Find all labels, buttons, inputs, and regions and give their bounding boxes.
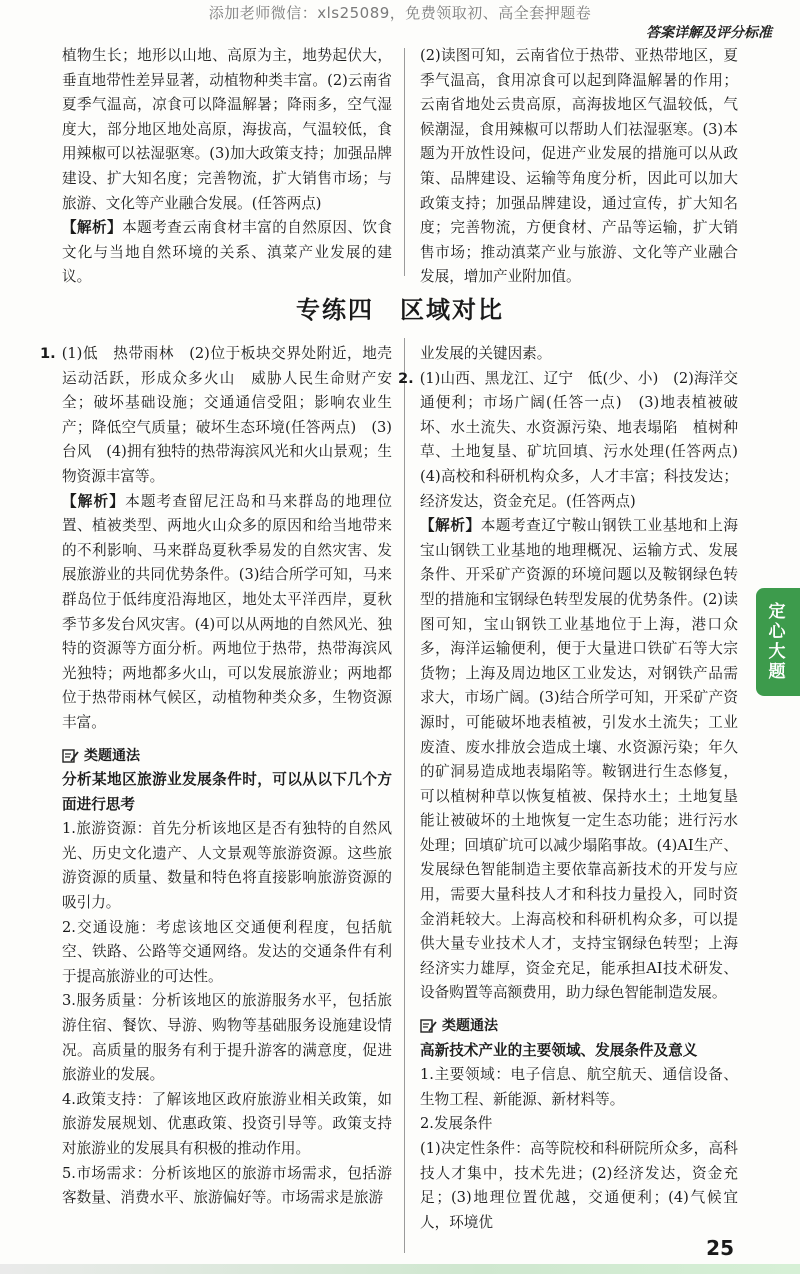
- q1-analysis: [62, 490, 392, 736]
- watermark: 添加老师微信：xls25089，免费领取初、高全套押题卷: [208, 4, 592, 22]
- top-right-analysis: (2)读图可知，云南省位于热带、亚热带地区，夏季气温高，食用凉食可以起到降温解暑的作用；云南省地处云贵高原，高海拔地区气温较低，气候潮湿，食用辣椒可以帮助人们祛湿驱寒。(3)本题为开放性设问，促进产业发展的措施可以从政策、品牌建设、运输等角度分析，因此可以加大政策支持；加强品牌建设，通过宣传，扩大知名度；完善物流，方便食材、产品等运输，扩大销售市场；推动滇菜产业与旅游、文化等产业融合发展，增加产业附加值。: [420, 47, 738, 286]
- section-title: [0, 290, 800, 325]
- method-item: (1)决定性条件：高等院校和科研院所众多，高科技人才集中，技术先进；(2)经济发达，资金充足；(3)地理位置优越，交通便利；(4)气候宜人，环境优: [420, 1140, 738, 1231]
- method-subtitle: 高新技术产业的主要领域、发展条件及意义: [420, 1041, 698, 1059]
- bottom-bar: [0, 1264, 800, 1274]
- section-number: 专练四: [296, 296, 374, 324]
- side-tab-char: 心: [768, 622, 788, 642]
- analysis-label: 【解析】: [62, 492, 126, 510]
- column-divider: [404, 338, 405, 1253]
- q2-number: 2.: [398, 369, 414, 387]
- top-left-column: [62, 44, 392, 290]
- question-2-column: [398, 342, 753, 1235]
- page-number: 25: [706, 1236, 734, 1260]
- side-tab-char: 题: [768, 662, 788, 682]
- analysis-text: 本题考查云南食材丰富的自然原因、饮食文化与当地自然环境的关系、滇菜产业发展的建议。: [62, 219, 392, 286]
- q1-answer: [40, 342, 392, 490]
- method-heading: [62, 744, 392, 769]
- top-left-analysis: [62, 216, 392, 290]
- method-subtitle: 分析某地区旅游业发展条件时，可以从以下几个方面进行思考: [62, 771, 392, 813]
- q2-answer-text: (1)山西、黑龙江、辽宁 低(少、小) (2)海洋交通便利；市场广阔(任答一点) (3)地表植被破坏、水土流失、水资源污染、地表塌陷 植树种草、土地复垦、矿坑回填、污水处理(任答两点) (4)高校和科研机构众多，人才丰富；科技发达；经济发达，资金充足。(任答两点): [419, 369, 753, 510]
- side-tab-char: 定: [768, 602, 788, 622]
- q1-number: 1.: [40, 345, 56, 362]
- method-item: 3.服务质量：分析该地区的旅游服务水平，包括旅游住宿、餐饮、导游、购物等基础服务设施建设情况。高质量的服务有利于提升游客的满意度，促进旅游业的发展。: [62, 992, 392, 1084]
- top-left-answer: 植物生长；地形以山地、高原为主，地势起伏大，垂直地带性差异显著，动植物种类丰富。(2)云南省夏季气温高，凉食可以降温解暑；降雨多，空气湿度大，部分地区地处高原，海拔高，气温较低，食用辣椒可以祛湿驱寒。(3)加大政策支持；加强品牌建设、扩大知名度；完善物流，扩大销售市场；与旅游、文化等产业融合发展。(任答两点): [62, 47, 392, 212]
- method-item: 4.政策支持：了解该地区政府旅游业相关政策，如旅游发展规划、优惠政策、投资引导等。政策支持对旅游业的发展具有积极的推动作用。: [62, 1090, 392, 1157]
- q2-analysis: [420, 514, 738, 1006]
- q1-continued-text: 业发展的关键因素。: [420, 345, 552, 362]
- notepad-pen-icon: [420, 1018, 438, 1034]
- method-label: 类题通法: [84, 747, 140, 764]
- analysis-label: 【解析】: [420, 517, 481, 535]
- method-item: 2.发展条件: [420, 1115, 493, 1133]
- analysis-text: 本题考查留尼汪岛和马来群岛的地理位置、植被类型、两地火山众多的原因和给当地带来的不利影响、马来群岛夏秋季易发的自然灾害、发展旅游业的共同优势条件。(3)结合所学可知，马来群岛位于低纬度沿海地区，地处太平洋西岸，夏秋季节多发台风灾害。(4)可以从两地的自然风光、独特的资源等方面分析。两地位于热带，热带海滨风光独特；两地都多火山，可以发展旅游业；两地都位于热带雨林气候区，动植物种类众多，生物资源丰富。: [62, 492, 392, 731]
- side-tab-char: 大: [768, 642, 788, 662]
- method-heading: [420, 1014, 738, 1039]
- header-right-title: 答案详解及评分标准: [646, 25, 772, 41]
- analysis-label: 【解析】: [62, 219, 123, 237]
- method-item: 2.交通设施：考虑该地区交通便利程度，包括航空、铁路、公路等交通网络。发达的交通条件有利于提高旅游业的可达性。: [62, 918, 392, 985]
- analysis-text: 本题考查辽宁鞍山钢铁工业基地和上海宝山钢铁工业基地的地理概况、运输方式、发展条件、开采矿产资源的环境问题以及鞍钢绿色转型的措施和宝钢绿色转型发展的优势条件。(2)读图可知，宝山钢铁工业基地位于上海，港口众多，海洋运输便利，便于大量进口铁矿石等大宗货物；上海及周边地区工业发达，对钢铁产品需求大，市场广阔。(3)结合所学可知，开采矿产资源时，可能破坏地表植被，引发水土流失；工业废渣、废水排放会造成土壤、水资源污染；年久的矿洞易造成地表塌陷等。鞍钢进行生态修复，可以植树种草以恢复植被、保持水土；土地复垦能让被破坏的土地恢复一定生态功能；进行污水处理；回填矿坑可以减少塌陷事故。(4)AI生产、发展绿色智能制造主要依靠高新技术的开发与应用，需要大量科技人才和科技力量投入，同时资金消耗较大。上海高校和科研机构众多，可以提供大量专业技术人才，支持宝钢绿色转型；上海经济实力雄厚，资金充足，能承担AI技术研发、设备购置等高额费用，助力绿色智能制造发展。: [420, 517, 738, 1002]
- q1-answer-text: (1)低 热带雨林 (2)位于板块交界处附近，地壳运动活跃，形成众多火山 威胁人民生命财产安全；破坏基础设施；交通通信受阻；影响农业生产；降低空气质量；破坏生态环境(任答两点) (3)台风 (4)拥有独特的热带海滨风光和火山景观；生物资源丰富等。: [61, 345, 392, 485]
- section-name: 区域对比: [400, 296, 504, 324]
- notepad-pen-icon: [62, 748, 80, 764]
- side-tab[interactable]: [756, 588, 800, 696]
- question-1-column: [40, 342, 392, 1211]
- column-divider: [404, 48, 405, 276]
- top-right-column: [420, 44, 738, 290]
- q2-answer: [398, 367, 753, 515]
- method-item: 1.主要领域：电子信息、航空航天、通信设备、生物工程、新能源、新材料等。: [420, 1066, 738, 1108]
- method-label: 类题通法: [442, 1018, 498, 1035]
- method-item: 1.旅游资源：首先分析该地区是否有独特的自然风光、历史文化遗产、人文景观等旅游资源。这些旅游资源的质量、数量和特色将直接影响旅游资源的吸引力。: [62, 820, 392, 912]
- method-item: 5.市场需求：分析该地区的旅游市场需求，包括游客数量、消费水平、旅游偏好等。市场需求是旅游: [62, 1164, 392, 1207]
